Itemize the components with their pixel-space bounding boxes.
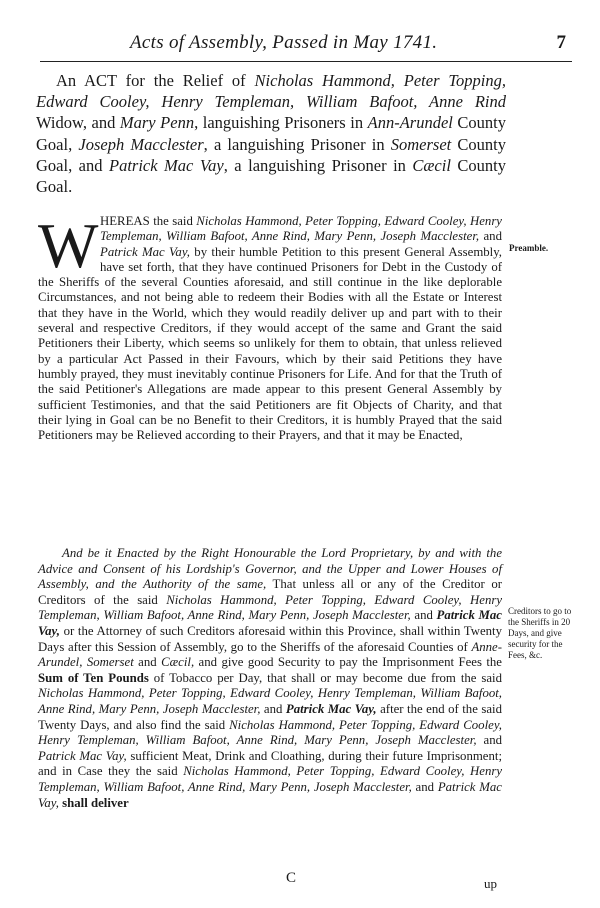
enacting-paragraph: And be it Enacted by the Right Honourable the Lord Proprietary, by and with the Advice and Consent of his Lordship's Governor, and the Upper and Lower Houses of Assembly, and the Authority of the same, That unless all or any of the Creditor or Creditors of the said Nicholas Hammond, Peter Topping, Edward Cooley, Henry Templeman, William Bafoot, Anne Rind, Mary Penn, Joseph Macclester, and Patrick Mac Vay, or the Attorney of such Creditors aforesaid within this Province, shall within Twenty Days after this Session of Assembly, go to the Sheriffs of the aforesaid Counties of Anne-Arundel, Somerset and Cæcil, and give good Security to pay the Imprisonment Fees the Sum of Ten Pounds of Tobacco per Day, that shall or may become due from the said Nicholas Hammond, Peter Topping, Edward Cooley, Henry Templeman, William Bafoot, Anne Rind, Mary Penn, Joseph Macclester, and Patrick Mac Vay, after the end of the said Twenty Days, and also find the said Nicholas Hammond, Peter Topping, Edward Cooley, Henry Templeman, William Bafoot, Anne Rind, Mary Penn, Joseph Macclester, and Patrick Mac Vay, sufficient Meat, Drink and Cloathing, during their future Imprisonment; and in Case they the said Nicholas Hammond, Peter Topping, Edward Cooley, Henry Templeman, William Bafoot, Anne Rind, Mary Penn, Joseph Macclester, and Patrick Mac Vay, shall deliver xyxy=(38,546,503,810)
page-number: 7 xyxy=(556,32,566,53)
act-title: An ACT for the Relief of Nicholas Hammond, Peter Topping, Edward Cooley, Henry Templeman, William Bafoot, Anne Rind Widow, and Mary Penn, languishing Prisoners in Ann-Arundel County Goal, Joseph Macclester, a languishing Prisoner in Somerset County Goal, and Patrick Mac Vay, a languishing Prisoner in Cæcil County Goal. xyxy=(36,71,507,197)
header-rule xyxy=(40,61,572,62)
signature-mark: C xyxy=(286,870,297,886)
running-title: Acts of Assembly, Passed in May 1741. xyxy=(130,32,438,53)
catchword: up xyxy=(484,876,497,891)
drop-cap: W xyxy=(38,210,99,281)
running-head xyxy=(40,30,572,56)
preamble-paragraph: HEREAS the said Nicholas Hammond, Peter Topping, Edward Cooley, Henry Templeman, William Bafoot, Anne Rind, Mary Penn, Joseph Macclester, and Patrick Mac Vay, by their humble Petition to this present General Assembly, have set forth, that they have continued Prisoners for Debt in the Custody of the Sheriffs of the several Counties aforesaid, and still continue in the like deplorable Circumstances, and not being able to redeem their Bodies with all the Estate or Interest that they have in the World, which they would readily deliver up and part with to their several and respective Creditors, if they would accept of the same and Grant the said Petitioners their Liberty, which seems so unlikely for them to obtain, that unless relieved by a particular Act Passed in their Favours, which by their said Petitions they have humbly prayed, they must inevitably continue Prisoners for Life. And for that the Truth of the said Petitioner's Allegations are made appear to this present General Assembly by sufficient Testimonies, and that the said Petitioners are fit Objects of Charity, and that their lying in Goal can be no Benefit to their Creditors, it is humbly Prayed that the said Petitioners may be Relieved according to their Prayers, and that it may be Enacted, xyxy=(38,214,502,443)
margin-note-creditors: Creditors to go to the Sheriffs in 20 Days, and give security for the Fees, &c. xyxy=(508,606,572,660)
margin-note-preamble: Preamble. xyxy=(509,243,549,253)
